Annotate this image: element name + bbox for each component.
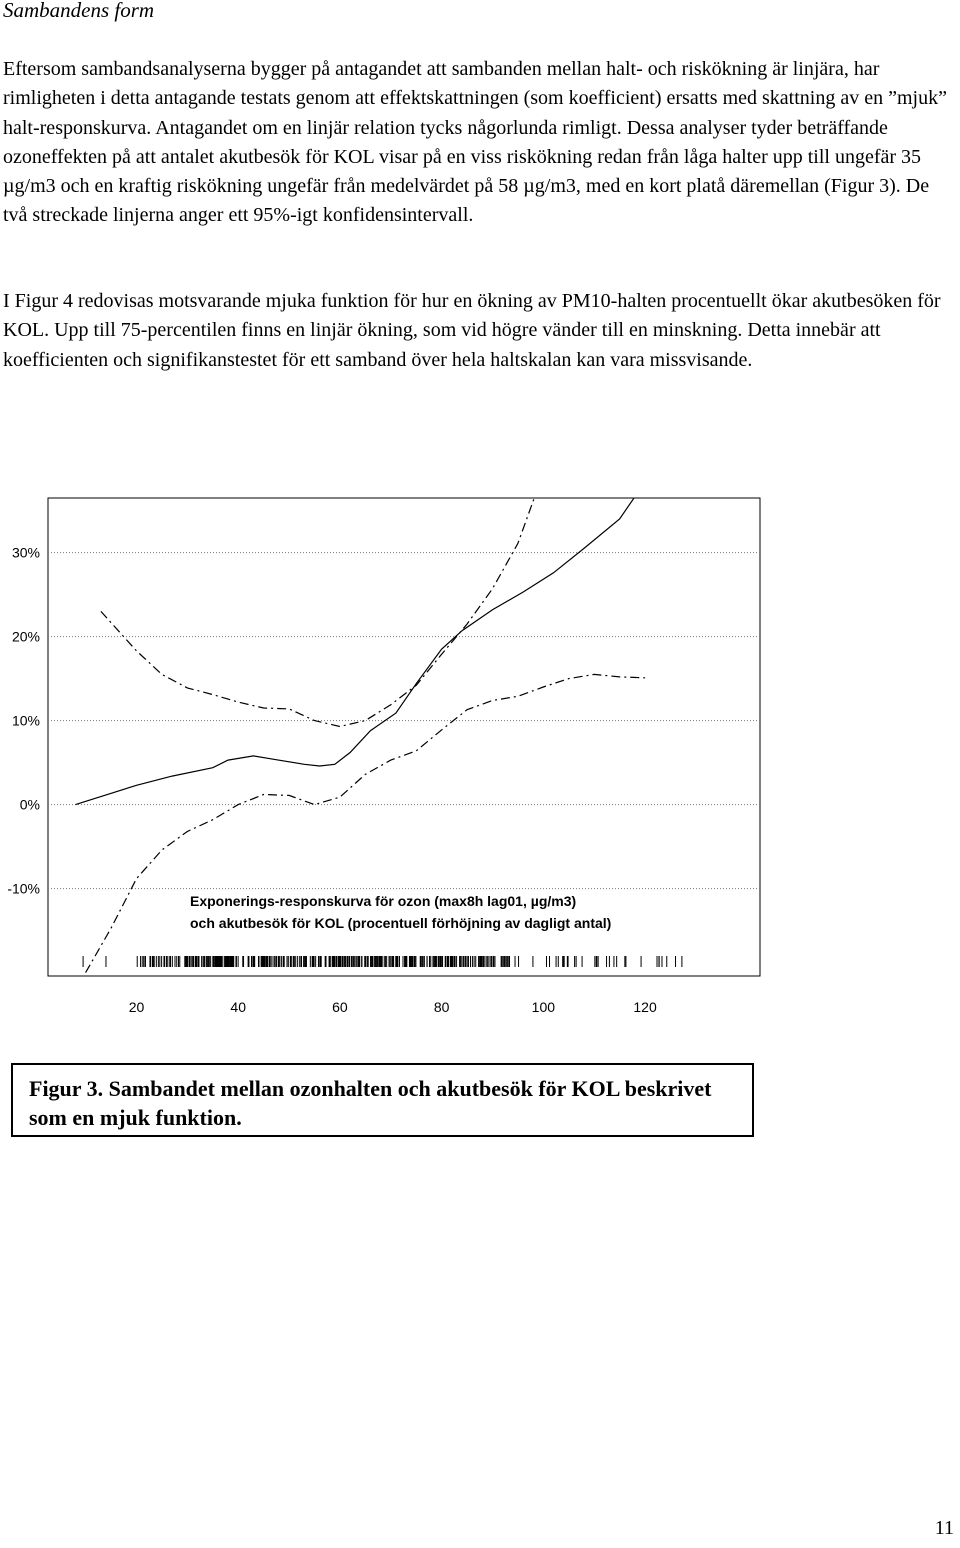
y-tick-label: 10% [11, 712, 40, 729]
x-tick-label: 120 [633, 999, 657, 1015]
page-number: 11 [934, 1517, 954, 1539]
upper-ci-line [101, 490, 645, 727]
y-tick-labels [7, 545, 40, 897]
chart-title-line-2: och akutbesök för KOL (procentuell förhöjning av dagligt antal) [190, 915, 612, 931]
x-tick-label: 100 [531, 999, 556, 1015]
observation-rug [83, 956, 682, 967]
x-tick-label: 80 [433, 999, 450, 1015]
paragraph-1: Eftersom sambandsanalyserna bygger på antagandet att sambanden mellan halt- och riskökning är linjära, har rimligheten i detta antagande testats genom att effektskattningen (som koefficient) ersatts med skattning av en ”mjuk” halt-responskurva. Antagandet om en linjär relation tycks någorlunda rimligt. Dessa analyser tyder beträffande ozoneffekten på att antalet akutbesök för KOL visar på en viss riskökning redan från låga halter upp till ungefär 35 µg/m3 och en kraftig riskökning ungefär från medelvärdet på 58 µg/m3, med en kort platå däremellan (Figur 3). De två streckade linjerna anger ett 95%-igt konfidensintervall. [3, 58, 947, 227]
estimate-line [76, 490, 651, 805]
figure-caption: Figur 3. Sambandet mellan ozonhalten och akutbesök för KOL beskrivet som en mjuk funktion. [11, 1063, 754, 1137]
y-tick-label: 0% [19, 796, 40, 813]
x-tick-label: 60 [332, 999, 348, 1015]
x-tick-label: 20 [128, 999, 145, 1015]
section-heading: Sambandens form [3, 0, 155, 22]
x-tick-labels [129, 999, 657, 1015]
x-tick-label: 40 [230, 999, 246, 1015]
y-tick-label: -10% [7, 880, 40, 897]
gridlines [48, 553, 760, 889]
figure-3-chart [0, 490, 960, 1030]
paragraph-2: I Figur 4 redovisas motsvarande mjuka funktion för hur en ökning av PM10-halten procentuellt ökar akutbesöken för KOL. Upp till 75-percentilen finns en linjär ökning, som vid högre vänder till en minskning. Detta innebär att koefficienten och signifikanstestet för ett samband över hela haltskalan kan vara missvisande. [3, 290, 941, 371]
y-tick-label: 20% [11, 628, 40, 645]
y-tick-label: 30% [11, 544, 40, 561]
chart-title-line-1: Exponerings-responskurva för ozon (max8h lag01, µg/m3) [190, 893, 577, 909]
